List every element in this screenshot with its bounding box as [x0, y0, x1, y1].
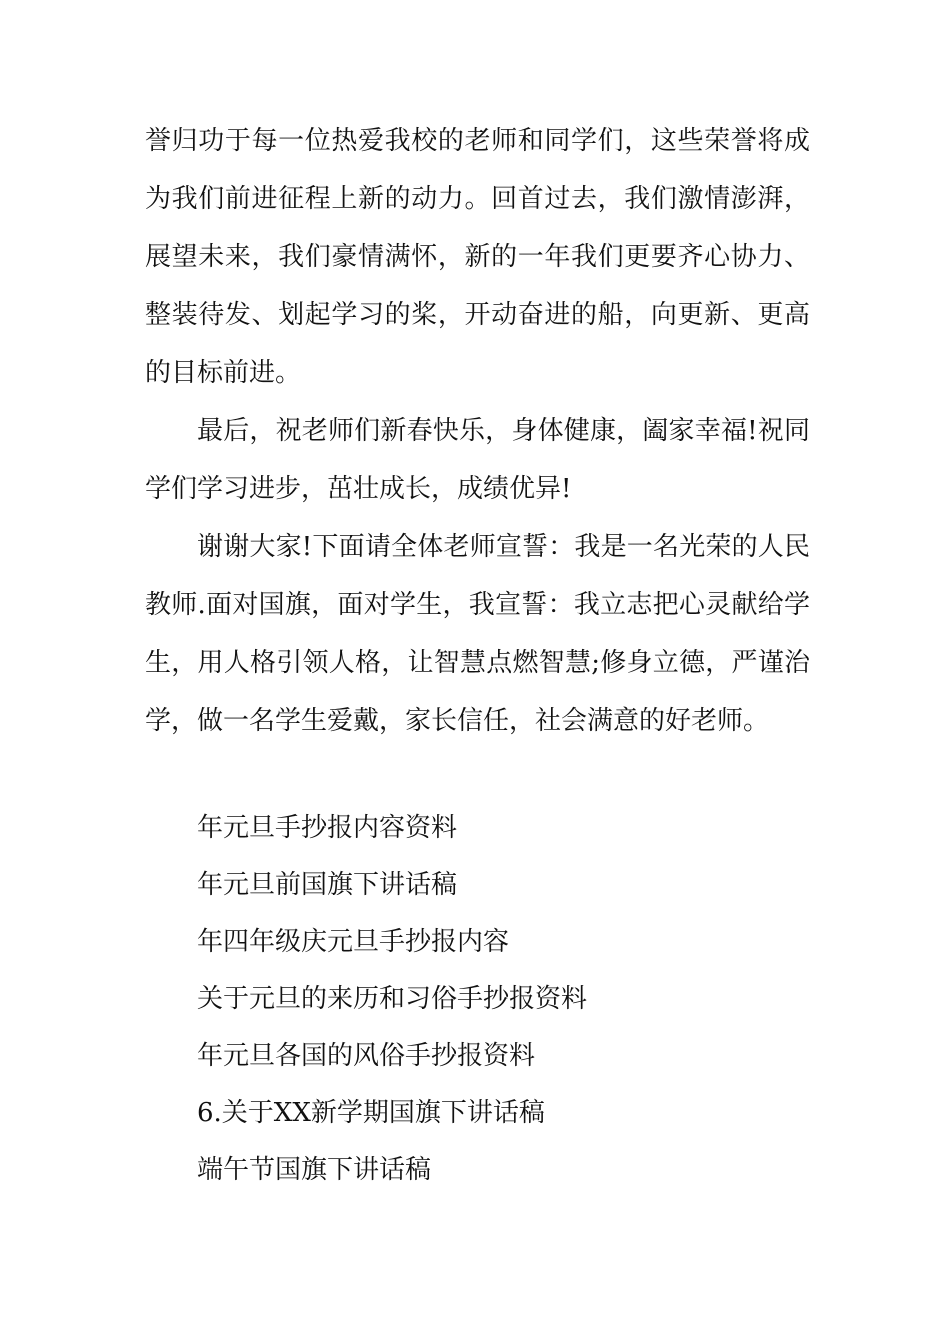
paragraph-line: 最后，祝老师们新春快乐，身体健康，阖家幸福!祝同	[197, 416, 810, 446]
body-text	[145, 118, 810, 756]
related-link-item[interactable]: 年元旦各国的风俗手抄报资料	[197, 1041, 536, 1071]
related-link-item[interactable]: 年元旦手抄报内容资料	[197, 813, 458, 843]
paragraph-line: 展望未来，我们豪情满怀，新的一年我们更要齐心协力、	[145, 242, 810, 272]
related-link-item[interactable]: 关于元旦的来历和习俗手抄报资料	[197, 984, 588, 1014]
related-link-item[interactable]: 端午节国旗下讲话稿	[197, 1155, 432, 1185]
paragraph-line: 学，做一名学生爱戴，家长信任，社会满意的好老师。	[145, 706, 770, 736]
paragraph-line: 的目标前进。	[145, 358, 302, 388]
paragraph-line: 整装待发、划起学习的桨，开动奋进的船，向更新、更高	[145, 300, 810, 330]
related-link-item[interactable]: 6.关于XX新学期国旗下讲话稿	[197, 1098, 545, 1128]
related-links-list	[197, 805, 797, 1204]
paragraph-line: 誉归功于每一位热爱我校的老师和同学们，这些荣誉将成	[145, 126, 810, 156]
paragraph-line: 谢谢大家!下面请全体老师宣誓：我是一名光荣的人民	[197, 532, 810, 562]
related-link-item[interactable]: 年元旦前国旗下讲话稿	[197, 870, 458, 900]
paragraph-line: 为我们前进征程上新的动力。回首过去，我们激情澎湃，	[145, 184, 810, 214]
paragraph-line: 教师.面对国旗，面对学生，我宣誓：我立志把心灵献给学	[145, 590, 810, 620]
paragraph-line: 学们学习进步，茁壮成长，成绩优异!	[145, 474, 572, 504]
paragraph-line: 生，用人格引领人格，让智慧点燃智慧;修身立德，严谨治	[145, 648, 810, 678]
related-link-item[interactable]: 年四年级庆元旦手抄报内容	[197, 927, 510, 957]
